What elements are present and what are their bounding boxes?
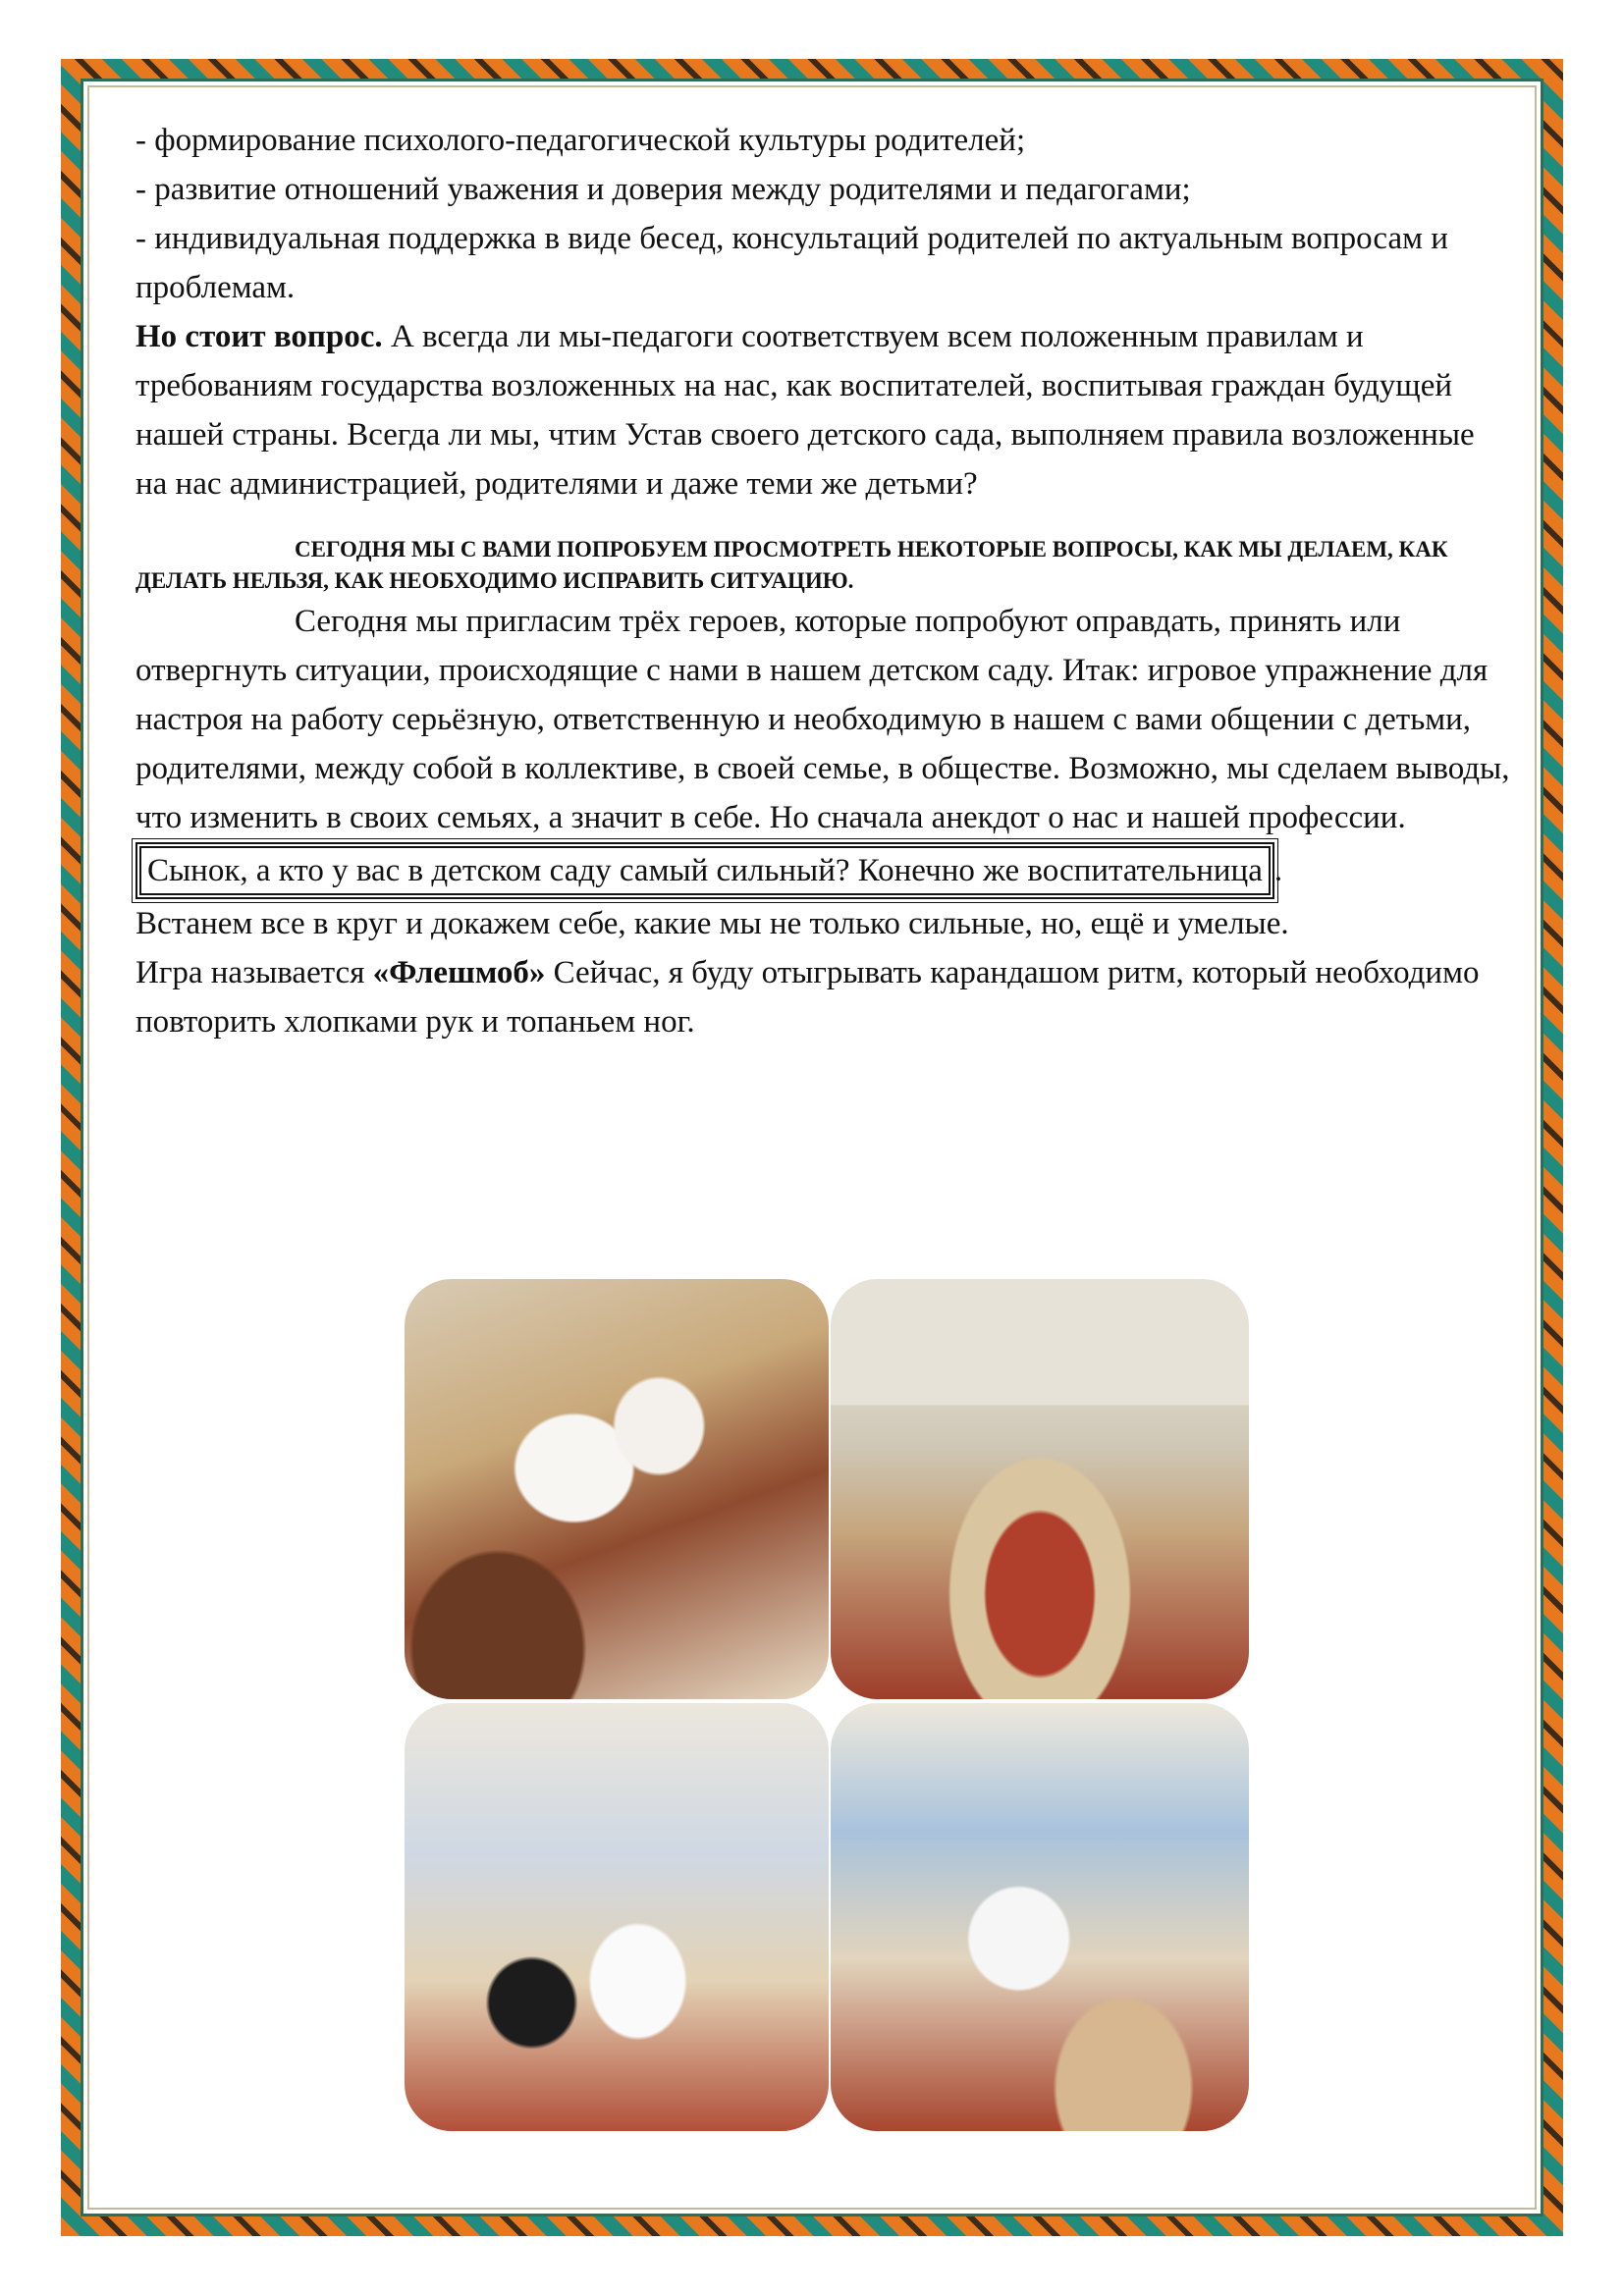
game-text: Сейчас, я буду отыгрывать карандашом ритм, который необходимо повторить хлопками рук и топаньем ног. [135, 955, 1480, 1040]
circle-paragraph: Встанем все в круг и докажем себе, какие мы не только сильные, но, ещё и умелые. [135, 906, 1289, 941]
game-intro: Игра называется [135, 955, 373, 990]
bullet-item: - индивидуальная поддержка в виде бесед, консультаций родителей по актуальным вопросам и проблемам. [135, 221, 1448, 305]
document-body [135, 116, 1510, 1046]
joke-tail: . [1273, 853, 1283, 888]
caps-heading-text: СЕГОДНЯ МЫ С ВАМИ ПОПРОБУЕМ ПРОСМОТРЕТЬ НЕКОТОРЫЕ ВОПРОСЫ, КАК МЫ ДЕЛАЕМ, КАК ДЕЛАТЬ НЕЛЬЗЯ, КАК НЕОБХОДИМО ИСПРАВИТЬ СИТУАЦИЮ. [135, 537, 1448, 593]
game-paragraph [135, 948, 1510, 1046]
photo-seminar-presentation [831, 1703, 1249, 2131]
heroes-paragraph [135, 597, 1510, 842]
joke-line [135, 842, 1510, 899]
question-paragraph [135, 312, 1510, 508]
photo-seminar-discussion [405, 1703, 829, 2131]
caps-heading [135, 534, 1510, 597]
joke-box: Сынок, а кто у вас в детском саду самый сильный? Конечно же воспитательница [135, 842, 1274, 899]
question-lead: Но стоит вопрос. [135, 319, 383, 354]
photo-seminar-circle [831, 1279, 1249, 1699]
heroes-text: Сегодня мы пригласим трёх героев, которые попробуют оправдать, принять или отвергнуть ситуации, происходящие с нами в нашем детском саду. Итак: игровое упражнение для настроя на работу серьёзную, ответственную и необходимую в нашем с вами общении с детьми, родителями, между собой в коллективе, в своей семье, в обществе. Возможно, мы сделаем выводы, что изменить в своих семьях, а значит в себе. Но сначала анекдот о нас и нашей профессии. [135, 604, 1510, 835]
question-text: А всегда ли мы-педагоги соответствуем всем положенным правилам и требованиям государства возложенных на нас, как воспитателей, воспитывая граждан будущей нашей страны. Всегда ли мы, чтим Устав своего детского сада, выполняем правила возложенные на нас администрацией, родителями и даже теми же детьми? [135, 319, 1475, 502]
photo-seminar-writing [405, 1279, 829, 1699]
photo-collage [405, 1279, 1249, 2131]
bullet-item: - развитие отношений уважения и доверия между родителями и педагогами; [135, 172, 1191, 207]
game-name: «Флешмоб» [372, 955, 546, 990]
bullet-item: - формирование психолого-педагогической культуры родителей; [135, 123, 1026, 158]
